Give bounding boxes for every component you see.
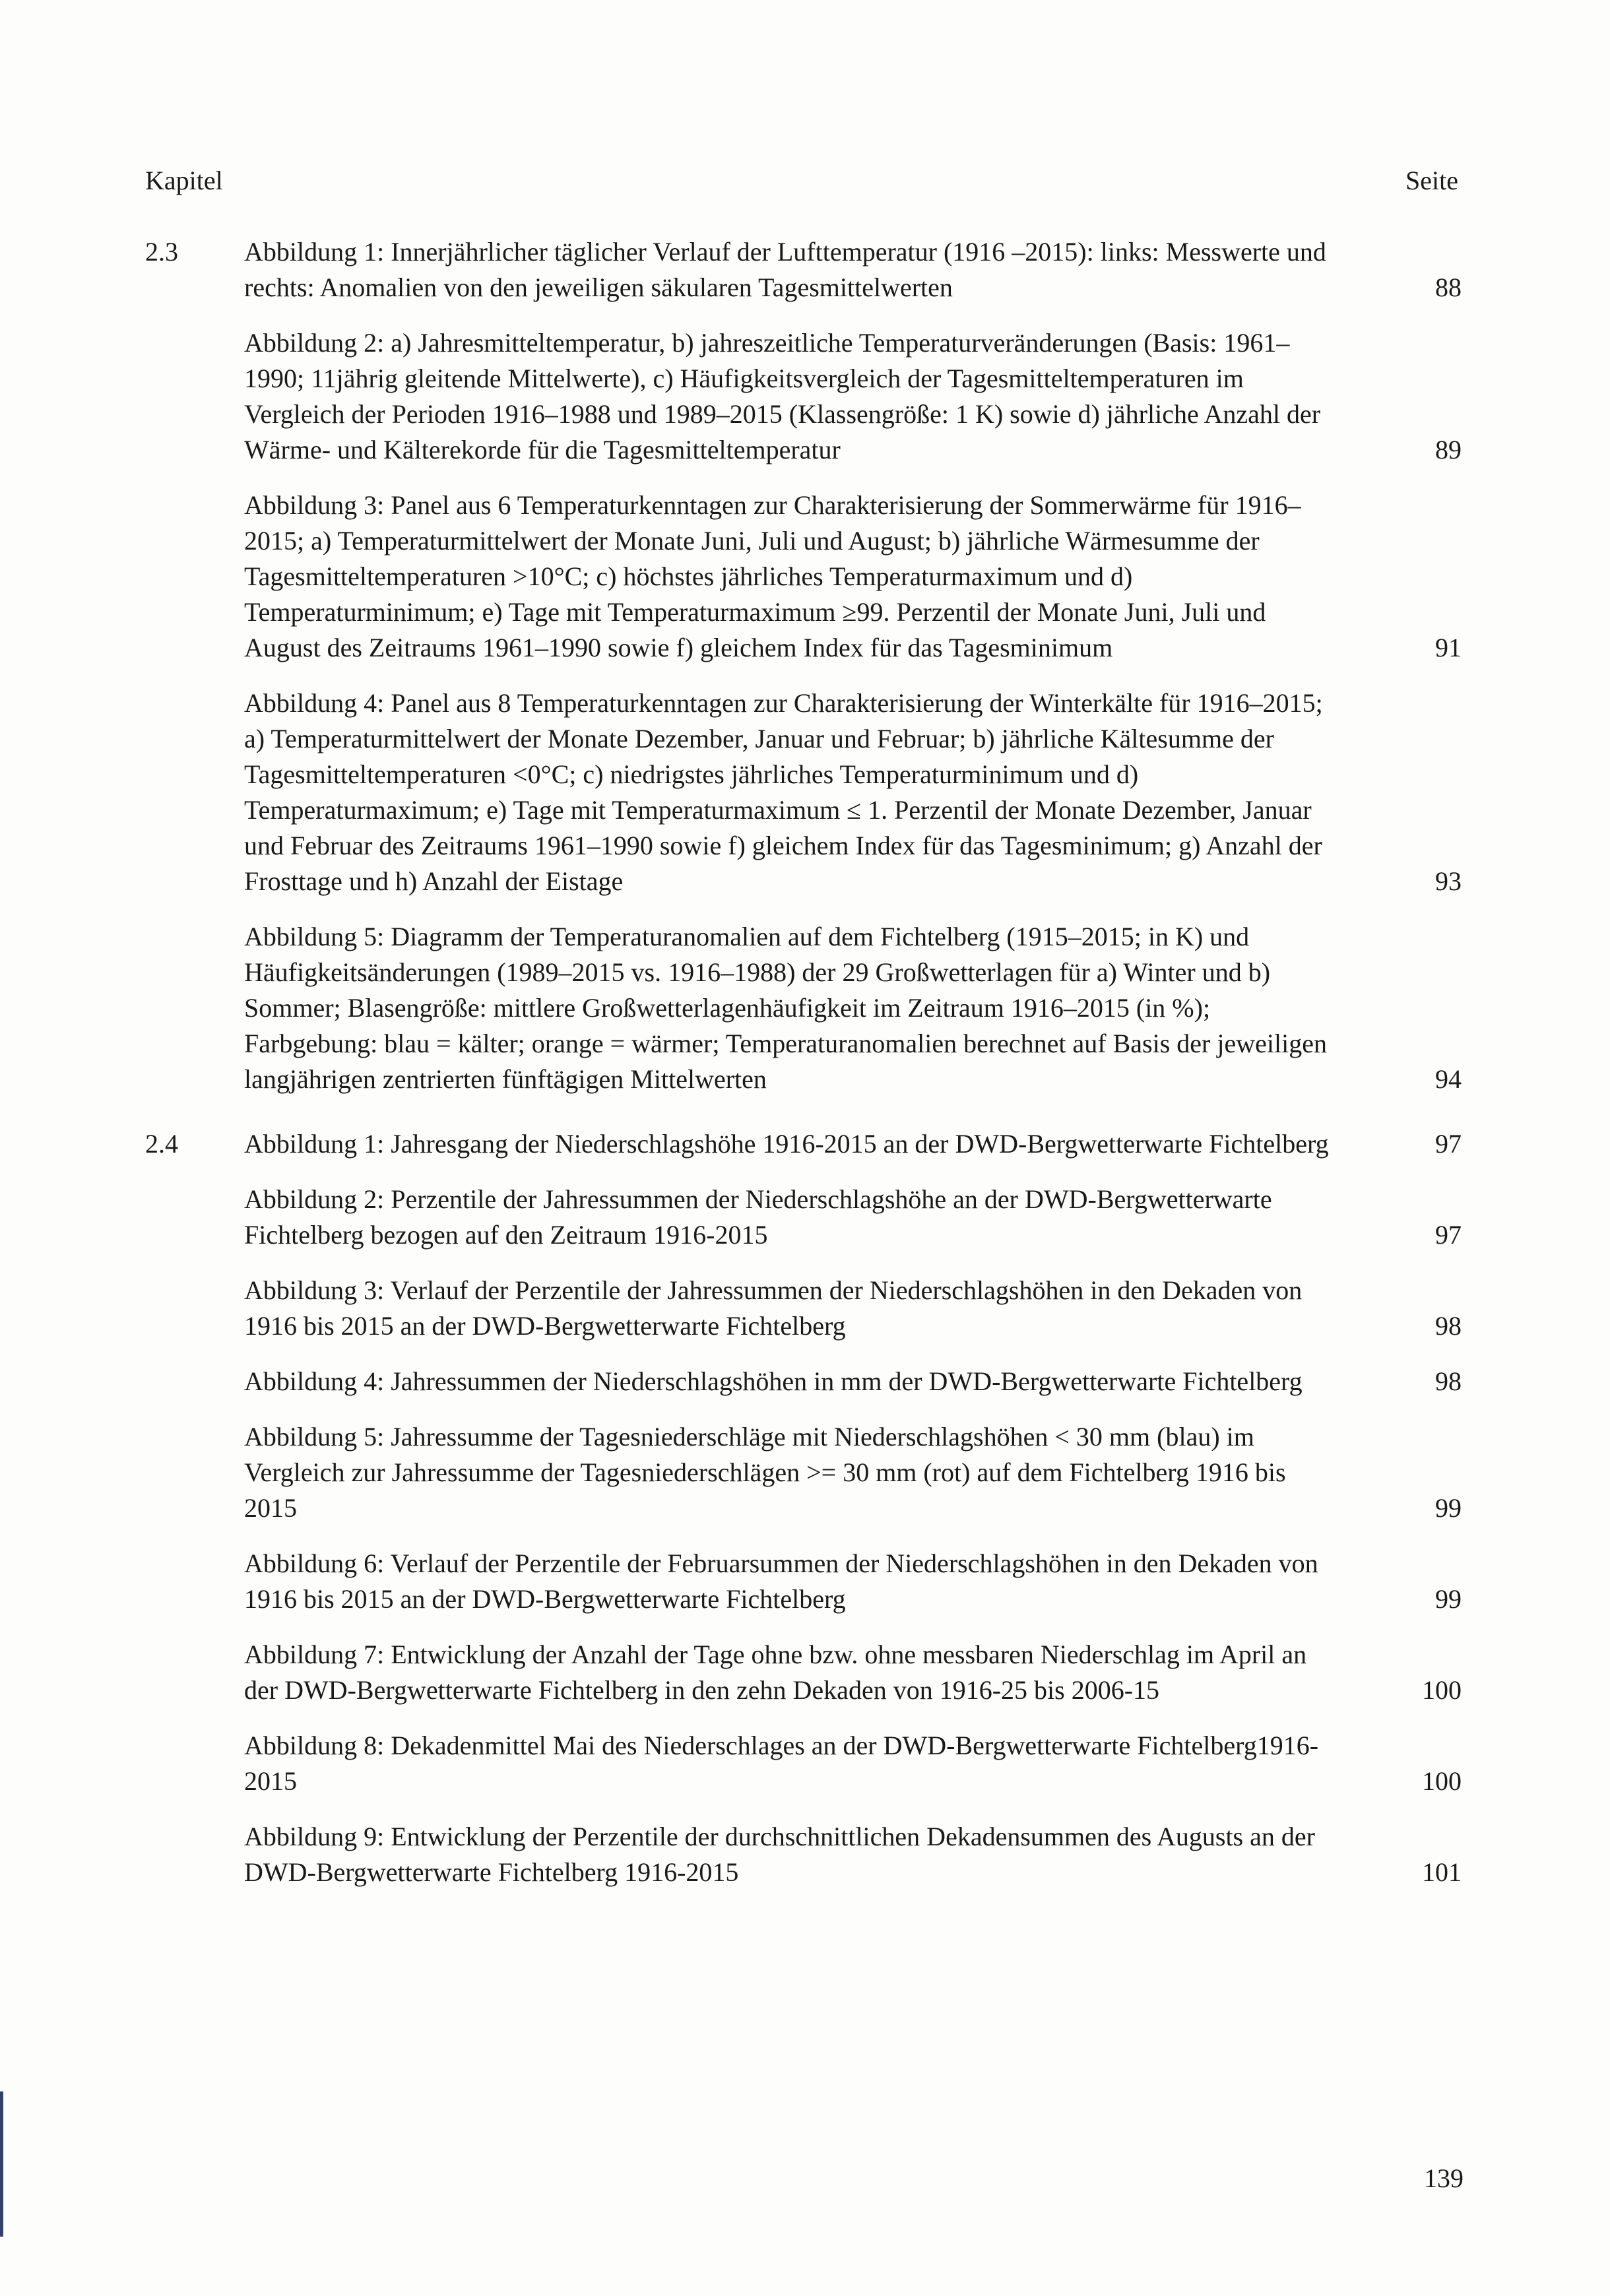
entry-page-number: 101 — [1422, 1857, 1462, 1887]
toc-header — [145, 165, 1458, 205]
list-item — [244, 1273, 1462, 1344]
entry-page-number: 89 — [1435, 435, 1462, 464]
entry-page-number: 98 — [1435, 1366, 1462, 1396]
page-column-label: Seite — [1405, 166, 1458, 195]
entry-caption: Abbildung 4: Jahressummen der Niederschlagshöhen in mm der DWD-Bergwetterwarte Fichtelberg — [244, 1366, 1303, 1396]
page-number: 139 — [1424, 2163, 1464, 2193]
list-item — [244, 1819, 1462, 1890]
list-item — [244, 686, 1462, 899]
entry-page-number: 99 — [1435, 1493, 1462, 1523]
entry-caption: Abbildung 5: Diagramm der Temperaturanomalien auf dem Fichtelberg (1915–2015; in K) und Häufigkeitsänderungen (1989–2015 vs. 1916–1988) der 29 Großwetterlagen für a) Winter und b) Sommer; Blasengröße: mittlere Großwetterlagenhäufigkeit im Zeitraum 1916–2015 (in %); Farbgebung: blau = kälter; orange = wärmer; Temperaturanomalien berechnet auf Basis der jeweiligen langjährigen zentrierten fünftägigen Mittelwerten — [244, 922, 1327, 1094]
entry-caption: Abbildung 2: a) Jahresmitteltemperatur, b) jahreszeitliche Temperaturveränderungen (Basis: 1961–1990; 11jährig gleitende Mittelwerte), c) Häufigkeitsvergleich der Tagesmitteltemperaturen im Vergleich der Perioden 1916–1988 und 1989–2015 (Klassengröße: 1 K) sowie d) jährliche Anzahl der Wärme- und Kälterekorde für die Tagesmitteltemperatur — [244, 328, 1321, 464]
entry-caption: Abbildung 3: Panel aus 6 Temperaturkenntagen zur Charakterisierung der Sommerwärme für 1916–2015; a) Temperaturmittelwert der Monate Juni, Juli und August; b) jährliche Wärmesumme der Tagesmitteltemperaturen >10°C; c) höchstes jährliches Temperaturmaximum und d) Temperaturminimum; e) Tage mit Temperaturmaximum ≥99. Perzentil der Monate Juni, Juli und August des Zeitraums 1961–1990 sowie f) gleichem Index für das Tagesminimum — [244, 490, 1301, 662]
entry-page-number: 91 — [1435, 633, 1462, 662]
list-item — [244, 1637, 1462, 1708]
list-item — [244, 234, 1462, 305]
entry-caption: Abbildung 6: Verlauf der Perzentile der Februarsummen der Niederschlagshöhen in den Dekaden von 1916 bis 2015 an der DWD-Bergwetterwarte Fichtelberg — [244, 1548, 1318, 1614]
list-item — [244, 1364, 1462, 1399]
list-item — [244, 1546, 1462, 1617]
entry-caption: Abbildung 2: Perzentile der Jahressummen der Niederschlagshöhe an der DWD-Bergwetterwarte Fichtelberg bezogen auf den Zeitraum 1916-2015 — [244, 1184, 1272, 1250]
figure-list — [145, 234, 1462, 1910]
entry-caption: Abbildung 7: Entwicklung der Anzahl der Tage ohne bzw. ohne messbaren Niederschlag im April an der DWD-Bergwetterwarte Fichtelberg in den zehn Dekaden von 1916-25 bis 2006-15 — [244, 1640, 1307, 1705]
entry-caption: Abbildung 5: Jahressumme der Tagesniederschläge mit Niederschlagshöhen < 30 mm (blau) im Vergleich zur Jahressumme der Tagesniederschlägen >= 30 mm (rot) auf dem Fichtelberg 1916 bis 2015 — [244, 1422, 1286, 1523]
entry-page-number: 99 — [1435, 1584, 1462, 1614]
chapter-column-label: Kapitel — [145, 166, 223, 195]
scan-edge-mark — [0, 2091, 3, 2237]
entry-page-number: 100 — [1422, 1675, 1462, 1705]
entry-caption: Abbildung 8: Dekadenmittel Mai des Niederschlages an der DWD-Bergwetterwarte Fichtelberg1916-2015 — [244, 1731, 1319, 1796]
entry-caption: Abbildung 1: Innerjährlicher täglicher Verlauf der Lufttemperatur (1916 –2015): links: Messwerte und rechts: Anomalien von den jeweiligen säkularen Tagesmittelwerten — [244, 237, 1326, 302]
entry-caption: Abbildung 4: Panel aus 8 Temperaturkenntagen zur Charakterisierung der Winterkälte für 1916–2015; a) Temperaturmittelwert der Monate Dezember, Januar und Februar; b) jährliche Kältesumme der Tagesmitteltemperaturen <0°C; c) niedrigstes jährliches Temperaturminimum und d) Temperaturmaximum; e) Tage mit Temperaturmaximum ≤ 1. Perzentil der Monate Dezember, Januar und Februar des Zeitraums 1961–1990 sowie f) gleichem Index für das Tagesminimum; g) Anzahl der Frosttage und h) Anzahl der Eistage — [244, 688, 1323, 896]
entry-page-number: 97 — [1435, 1220, 1462, 1250]
entry-caption: Abbildung 3: Verlauf der Perzentile der Jahressummen der Niederschlagshöhen in den Dekaden von 1916 bis 2015 an der DWD-Bergwetterwarte Fichtelberg — [244, 1275, 1303, 1341]
list-item — [244, 919, 1462, 1097]
list-item — [244, 1182, 1462, 1253]
section-number: 2.3 — [145, 237, 178, 267]
section-divider — [145, 1117, 1462, 1126]
entry-page-number: 97 — [1435, 1129, 1462, 1159]
list-item — [244, 1419, 1462, 1526]
entry-page-number: 93 — [1435, 866, 1462, 896]
section-number: 2.4 — [145, 1129, 178, 1159]
entry-caption: Abbildung 9: Entwicklung der Perzentile der durchschnittlichen Dekadensummen des Augusts an der DWD-Bergwetterwarte Fichtelberg 1916-2015 — [244, 1822, 1315, 1887]
entry-page-number: 100 — [1422, 1766, 1462, 1796]
section-2-4 — [145, 1126, 1462, 1890]
entry-page-number: 98 — [1435, 1311, 1462, 1341]
list-item — [244, 488, 1462, 666]
list-item — [244, 1126, 1462, 1162]
entry-page-number: 88 — [1435, 272, 1462, 302]
list-item — [244, 1728, 1462, 1799]
section-2-3 — [145, 234, 1462, 1097]
list-item — [244, 325, 1462, 468]
entry-caption: Abbildung 1: Jahresgang der Niederschlagshöhe 1916-2015 an der DWD-Bergwetterwarte Fichtelberg — [244, 1129, 1329, 1159]
entry-page-number: 94 — [1435, 1064, 1462, 1094]
